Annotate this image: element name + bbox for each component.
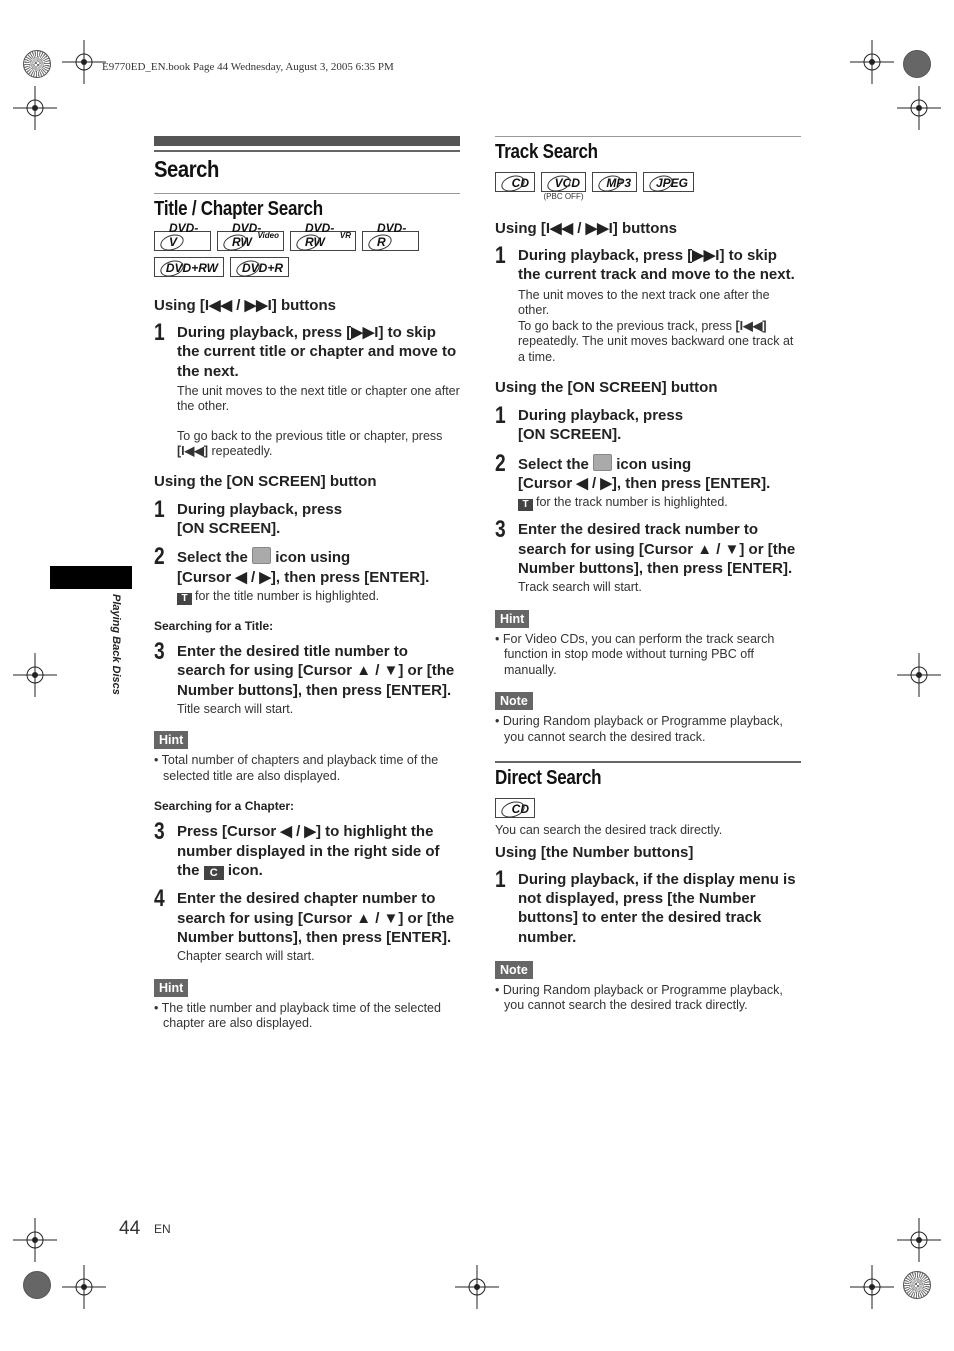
dvd-plus-r-icon: DVD+R	[230, 257, 289, 277]
step-desc: The unit moves to the next track one after the other.	[518, 287, 770, 318]
step-desc: To go back to the previous track, press [I◀◀] repeatedly. The unit moves backward one track at a time.	[518, 318, 794, 364]
crosshair-icon	[850, 40, 894, 84]
step-3: 3 Enter the desired track number to search for using [Cursor ▲ / ▼] or [the Number buttons], then press [ENTER].	[495, 516, 796, 577]
crosshair-icon	[455, 1265, 499, 1309]
color-registration-icon	[903, 1271, 931, 1299]
step-1: 1 During playback, press [ON SCREEN].	[495, 402, 684, 444]
right-column	[495, 136, 801, 1014]
step-3: 3 Enter the desired title number to search for using [Cursor ▲ / ▼] or [the Number buttons], then press [ENTER].	[154, 638, 455, 699]
crosshair-icon	[897, 86, 941, 130]
color-registration-icon	[23, 50, 51, 78]
color-registration-icon	[903, 50, 931, 78]
subheading-buttons: Using [I◀◀ / ▶▶I] buttons	[154, 297, 336, 314]
step-desc: Title search will start.	[177, 701, 294, 716]
hint-item: • For Video CDs, you can perform the track search function in stop mode without turning PBC off manually.	[495, 631, 775, 677]
chapter-icon: C	[204, 866, 224, 880]
page-title: Search	[154, 156, 219, 182]
section-title: Title / Chapter Search	[154, 198, 323, 220]
step-desc: The unit moves to the next title or chapter one after the other.	[177, 383, 460, 414]
step-1: 1 During playback, press [ON SCREEN].	[154, 495, 343, 538]
jpeg-icon: JPEG	[643, 172, 694, 192]
title-bar	[154, 136, 460, 146]
step-desc: Track search will start.	[518, 580, 642, 595]
step-1: 1 During playback, press [▶▶I] to skip the current track and move to the next.	[495, 242, 795, 284]
vcd-icon: VCD	[541, 172, 586, 192]
step-desc: To go back to the previous title or chapter, press [I◀◀] repeatedly.	[177, 428, 443, 459]
color-registration-icon	[23, 1271, 51, 1299]
dvd-rw-video-icon: Video DVD-RW	[217, 231, 284, 251]
cd-icon: CD	[495, 172, 535, 192]
subheading-chapter: Searching for a Chapter:	[154, 799, 295, 814]
subheading-number: Using [the Number buttons]	[495, 843, 694, 861]
direct-desc: You can search the desired track directly.	[495, 823, 723, 838]
step-1: 1 During playback, press [▶▶I] to skip the current title or chapter and move to the next.	[154, 319, 457, 380]
step-desc: T for the track number is highlighted.	[495, 495, 801, 511]
search-mode-icon	[252, 547, 271, 564]
track-icon: T	[518, 499, 533, 511]
print-header: E9770ED_EN.book Page 44 Wednesday, August 3, 2005 6:35 PM	[102, 61, 394, 73]
title-icon: T	[177, 593, 192, 605]
hint-badge: Hint	[495, 610, 529, 628]
note-item: • During Random playback or Programme playback, you cannot search the desired track directly.	[495, 982, 783, 1013]
crosshair-icon	[897, 1218, 941, 1262]
crosshair-icon	[62, 1265, 106, 1309]
step-3: 3 Press [Cursor ◀ / ▶] to highlight the number displayed in the right side of the C icon.	[154, 818, 440, 880]
search-mode-icon	[593, 454, 612, 471]
step-4: 4 Enter the desired chapter number to search for using [Cursor ▲ / ▼] or [the Number buttons], then press [ENTER].	[154, 885, 455, 946]
note-item: • During Random playback or Programme playback, you cannot search the desired track.	[495, 714, 783, 744]
hint-badge: Hint	[154, 731, 188, 749]
note-badge: Note	[495, 961, 533, 979]
dvd-rw-vr-icon: VR DVD-RW	[290, 231, 356, 251]
hint-item: • Total number of chapters and playback time of the selected title are also displayed.	[154, 753, 439, 783]
crosshair-icon	[897, 653, 941, 697]
step-2: 2 Select the icon using [Cursor ◀ / ▶], then press [ENTER].	[154, 543, 430, 586]
chapter-tab	[50, 566, 132, 589]
step-2: 2 Select the icon using [Cursor ◀ / ▶], then press [ENTER].	[495, 449, 771, 492]
crosshair-icon	[13, 86, 57, 130]
pbc-off-note: (PBC OFF)	[543, 192, 584, 201]
dvd-v-icon: DVD-V	[154, 231, 211, 251]
mp3-icon: MP3	[592, 172, 637, 192]
subheading-onscreen: Using the [ON SCREEN] button	[154, 472, 377, 490]
hint-badge: Hint	[154, 979, 188, 997]
step-desc: Chapter search will start.	[177, 949, 315, 964]
hint-item: • The title number and playback time of the selected chapter are also displayed.	[154, 1000, 441, 1031]
step-desc: T for the title number is highlighted.	[154, 589, 460, 605]
crosshair-icon	[13, 1218, 57, 1262]
disc-icons	[495, 172, 801, 201]
crosshair-icon	[850, 1265, 894, 1309]
disc-icons	[154, 221, 434, 277]
subheading-title: Searching for a Title:	[154, 619, 274, 634]
dvd-r-icon: DVD-R	[362, 231, 419, 251]
crosshair-icon	[62, 40, 106, 84]
subheading-buttons: Using [I◀◀ / ▶▶I] buttons	[495, 220, 677, 237]
page-number: 44	[119, 1218, 141, 1239]
note-badge: Note	[495, 692, 533, 710]
subheading-onscreen: Using the [ON SCREEN] button	[495, 379, 718, 397]
track-search-title: Track Search	[495, 141, 598, 163]
side-label: Playing Back Discs	[110, 594, 122, 695]
language-code: EN	[154, 1222, 171, 1236]
crosshair-icon	[13, 653, 57, 697]
direct-search-title: Direct Search	[495, 767, 602, 790]
step-1: 1 During playback, if the display menu is not displayed, press [the Number buttons] to enter the desired track number.	[495, 865, 796, 946]
left-column	[154, 136, 460, 1032]
dvd-plus-rw-icon: DVD+RW	[154, 257, 224, 277]
cd-icon: CD	[495, 798, 535, 818]
